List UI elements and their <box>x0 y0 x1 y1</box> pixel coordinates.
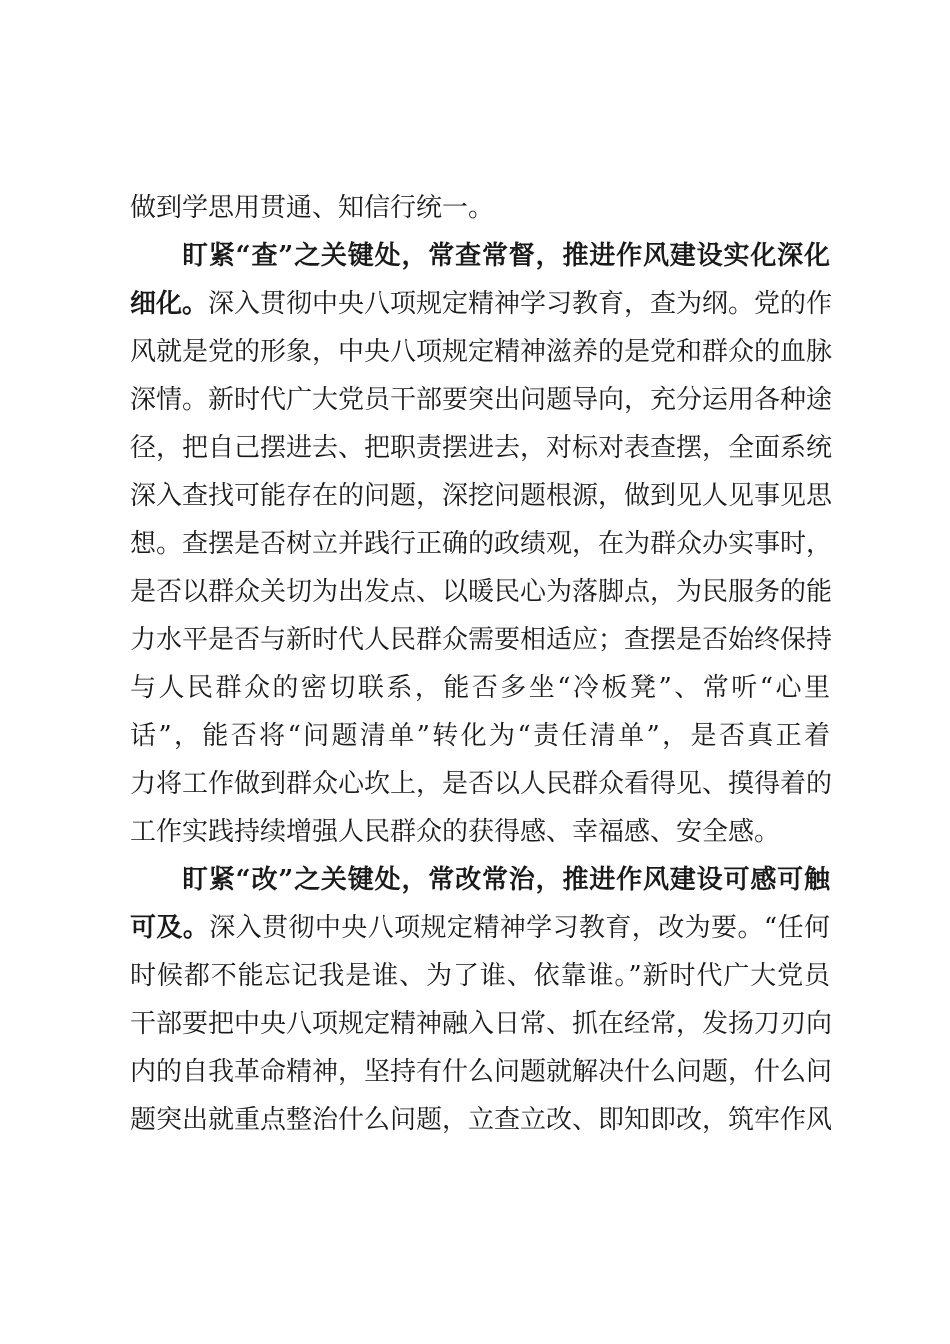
body-text-line: 题突出就重点整治什么问题，立查立改、即知即改，筑牢作风 <box>130 1105 833 1135</box>
section-heading-check: 盯紧“查”之关键处，常查常督，推进作风建设实化深化 <box>182 241 830 271</box>
body-text-segment: 深入贯彻中央八项规定精神学习教育，改为要。“任何 <box>209 913 830 943</box>
section-heading-correct-continued: 可及。 <box>130 913 210 943</box>
body-text-segment: 深入贯彻中央八项规定精神学习教育，查为纲。党的作 <box>208 289 833 319</box>
body-text-line: 时候都不能忘记我是谁、为了谁、依靠谁。”新时代广大党员 <box>130 961 830 991</box>
body-text-line: 深情。新时代广大党员干部要突出问题导向，充分运用各种途 <box>130 385 833 415</box>
body-text-line: 话”，能否将“问题清单”转化为“责任清单”，是否真正着 <box>130 721 830 751</box>
body-text-line: 工作实践持续增强人民群众的获得感、幸福感、安全感。 <box>130 817 781 847</box>
body-text-line: 力水平是否与新时代人民群众需要相适应；查摆是否始终保持 <box>130 625 833 655</box>
body-text-line: 内的自我革命精神，坚持有什么问题就解决什么问题，什么问 <box>130 1057 833 1087</box>
body-text-line <box>130 908 830 948</box>
body-text-line: 与人民群众的密切联系，能否多坐“冷板凳”、常听“心里 <box>130 673 830 703</box>
section-heading-correct: 盯紧“改”之关键处，常改常治，推进作风建设可感可触 <box>182 865 830 895</box>
body-text-line: 深入查找可能存在的问题，深挖问题根源，做到见人见事见思 <box>130 481 833 511</box>
body-text-line: 做到学思用贯通、知信行统一。 <box>130 193 495 223</box>
body-text-line: 想。查摆是否树立并践行正确的政绩观，在为群众办实事时， <box>130 529 833 559</box>
section-heading-check-continued: 细化。 <box>130 289 209 319</box>
body-text-line: 干部要把中央八项规定精神融入日常、抓在经常，发扬刀刃向 <box>130 1009 833 1039</box>
body-text-line: 风就是党的形象，中央八项规定精神滋养的是党和群众的血脉 <box>130 337 833 367</box>
body-text-line <box>130 284 833 324</box>
body-text-line: 力将工作做到群众心坎上，是否以人民群众看得见、摸得着的 <box>130 769 833 799</box>
body-text-line: 是否以群众关切为出发点、以暖民心为落脚点，为民服务的能 <box>130 577 833 607</box>
body-text-line: 径，把自己摆进去、把职责摆进去，对标对表查摆，全面系统 <box>130 433 833 463</box>
